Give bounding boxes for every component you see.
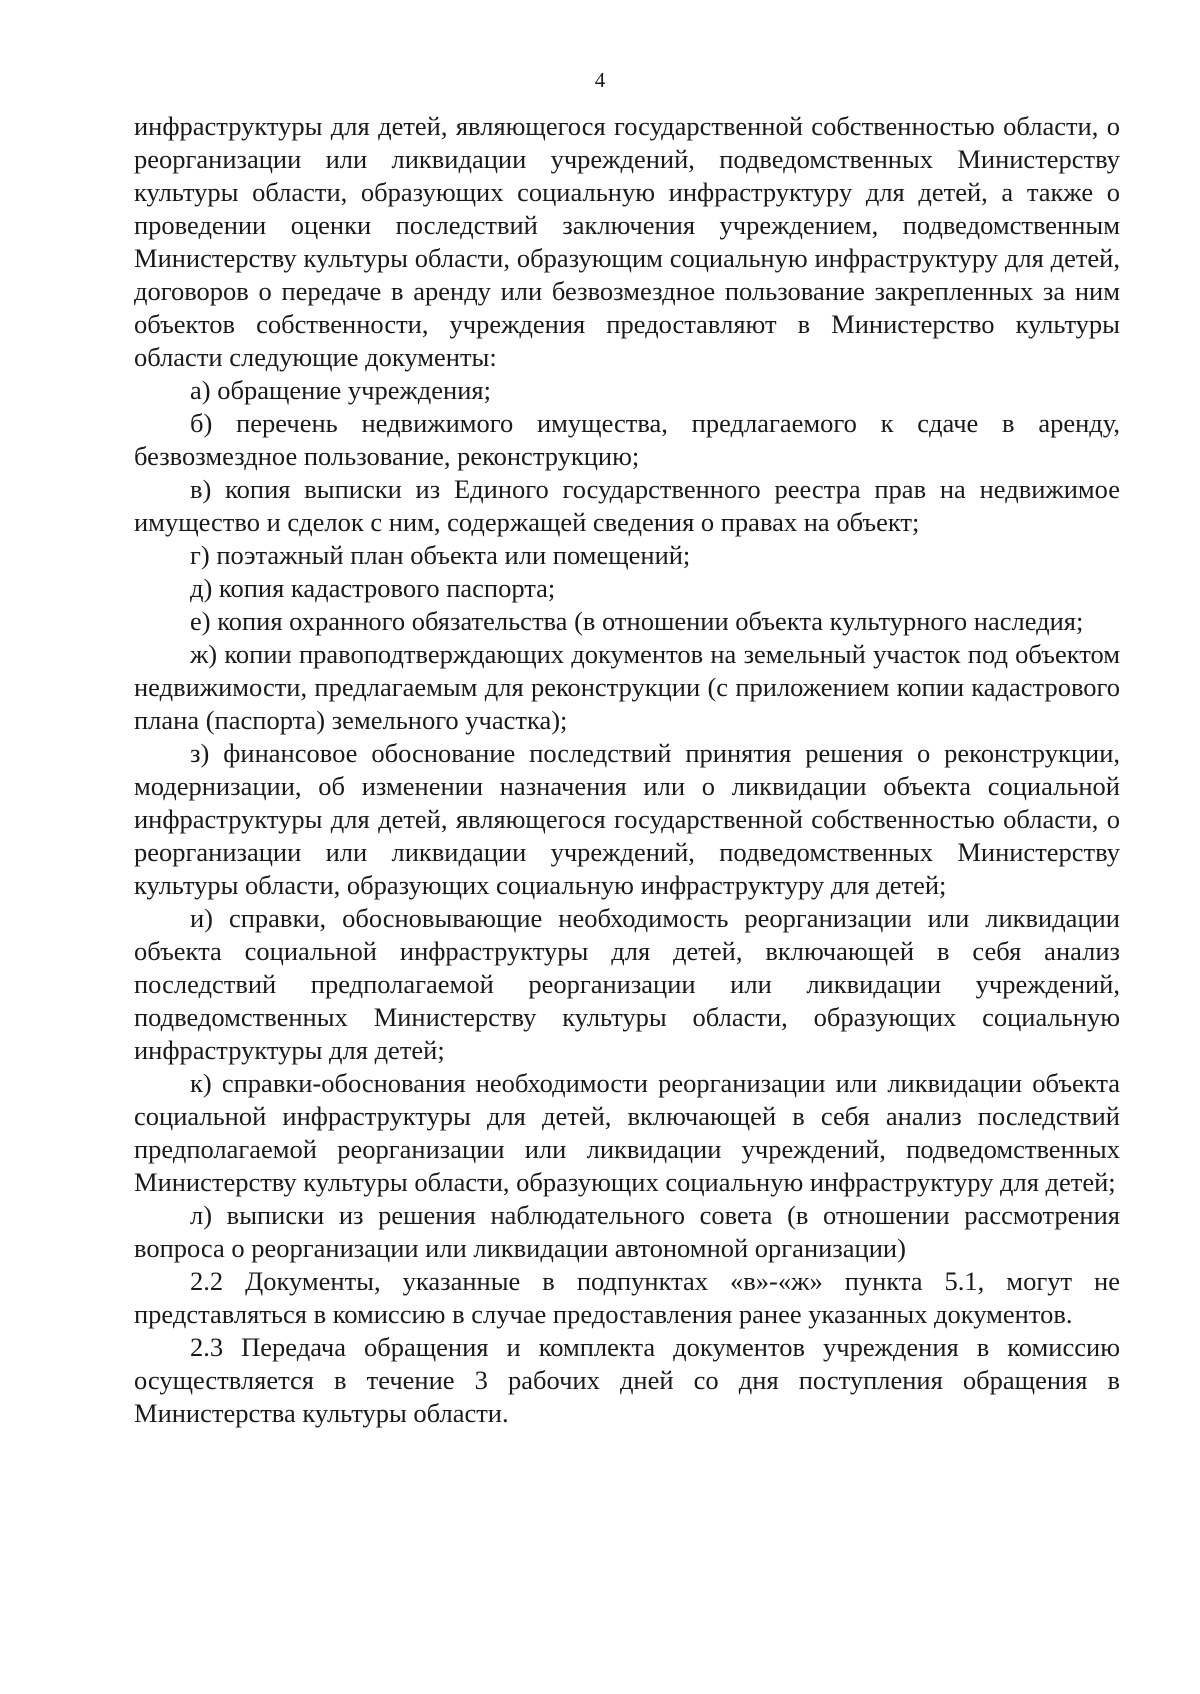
list-item-v: в) копия выписки из Единого государственного реестра прав на недвижимое имущество и сделок с ним, содержащей сведения о правах на объект; <box>134 474 1120 537</box>
list-item-e: е) копия охранного обязательства (в отношении объекта культурного наследия; <box>190 606 1084 636</box>
list-item-zh: ж) копии правоподтверждающих документов на земельный участок под объектом недвижимости, предлагаемым для реконструкции (с приложением копии кадастрового плана (паспорта) земельного участка); <box>134 639 1120 735</box>
list-item-b: б) перечень недвижимого имущества, предлагаемого к сдаче в аренду, безвозмездное пользование, реконструкцию; <box>134 408 1120 471</box>
list-item-d: д) копия кадастрового паспорта; <box>190 573 556 603</box>
list-item-g: г) поэтажный план объекта или помещений; <box>190 540 691 570</box>
list-item-l: л) выписки из решения наблюдательного совета (в отношении рассмотрения вопроса о реорганизации или ликвидации автономной организации) <box>134 1200 1120 1263</box>
paragraph-continuation: инфраструктуры для детей, являющегося государственной собственностью области, о реорганизации или ликвидации учреждений, подведомственных Министерству культуры области, образующих социальную инфраструктуру для детей, а также о проведении оценки последствий заключения учреждением, подведомственным Министерству культуры области, образующим социальную инфраструктуру для детей, договоров о передаче в аренду или безвозмездное пользование закрепленных за ним объектов собственности, учреждения предоставляют в Министерство культуры области следующие документы: <box>134 111 1120 372</box>
clause-2-2: 2.2 Документы, указанные в подпунктах «в»-«ж» пункта 5.1, могут не представляться в комиссию в случае предоставления ранее указанных документов. <box>134 1266 1120 1329</box>
page-number: 4 <box>594 68 606 92</box>
list-item-i: и) справки, обосновывающие необходимость реорганизации или ликвидации объекта социальной инфраструктуры для детей, включающей в себя анализ последствий предполагаемой реорганизации или ликвидации учреждений, подведомственных Министерству культуры области, образующих социальную инфраструктуры для детей; <box>134 903 1120 1065</box>
list-item-z: з) финансовое обоснование последствий принятия решения о реконструкции, модернизации, об изменении назначения или о ликвидации объекта социальной инфраструктуры для детей, являющегося государственной собственностью области, о реорганизации или ликвидации учреждений, подведомственных Министерству культуры области, образующих социальную инфраструктуру для детей; <box>134 738 1120 900</box>
list-item-a: а) обращение учреждения; <box>190 375 491 405</box>
document-body <box>134 110 1120 1430</box>
clause-2-3: 2.3 Передача обращения и комплекта документов учреждения в комиссию осуществляется в течение 3 рабочих дней со дня поступления обращения в Министерства культуры области. <box>134 1332 1120 1428</box>
list-item-k: к) справки-обоснования необходимости реорганизации или ликвидации объекта социальной инфраструктуры для детей, включающей в себя анализ последствий предполагаемой реорганизации или ликвидации учреждений, подведомственных Министерству культуры области, образующих социальную инфраструктуру для детей; <box>134 1068 1120 1197</box>
